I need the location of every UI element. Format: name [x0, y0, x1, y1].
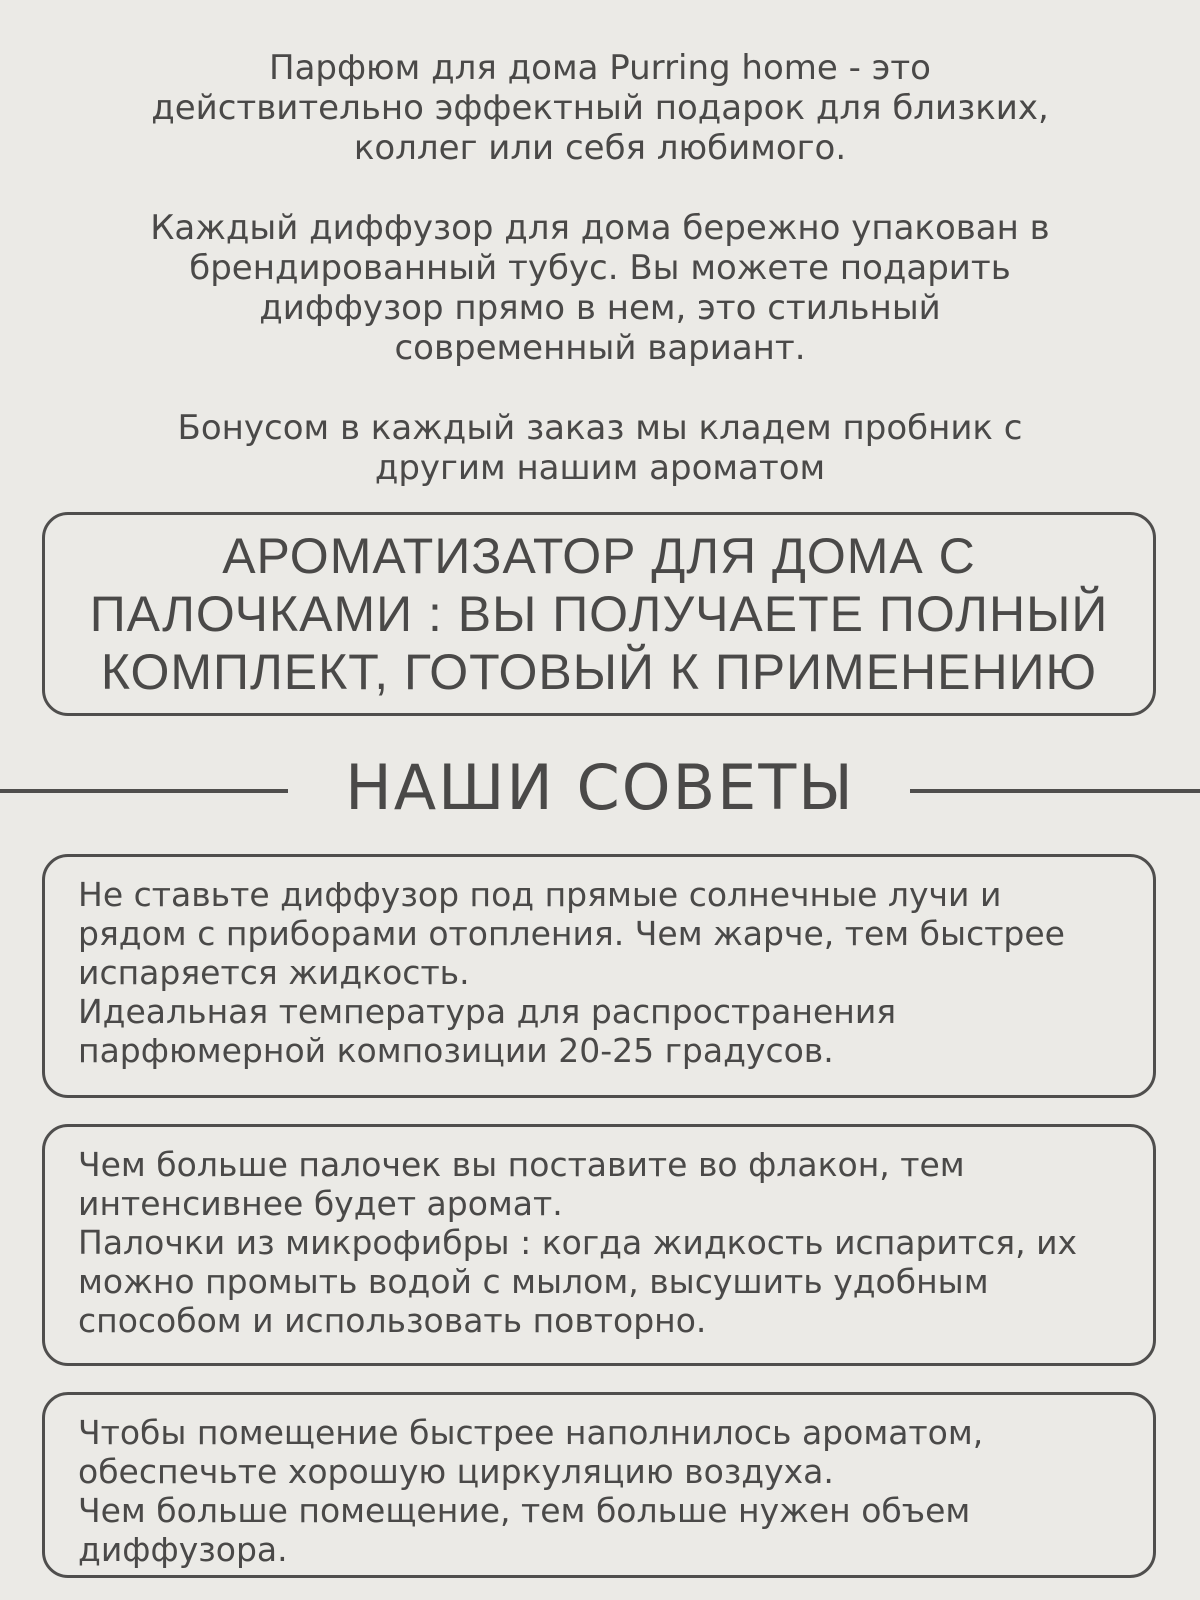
title-divider-right [910, 789, 1200, 793]
tip-card-circulation [42, 1392, 1156, 1578]
title-divider-left [0, 789, 288, 793]
tip-text: Чем больше палочек вы поставите во флакон, тем интенсивнее будет аромат. Палочки из микрофибры : когда жидкость испарится, их можно промыть водой с мылом, высушить удобным способом и использовать повторно. [78, 1145, 1078, 1340]
tip-text: Чтобы помещение быстрее наполнилось ароматом, обеспечьте хорошую циркуляцию воздуха. Чем больше помещение, тем больше нужен объем диффузора. [78, 1413, 984, 1569]
tip-text: Не ставьте диффузор под прямые солнечные лучи и рядом с приборами отопления. Чем жарче, тем быстрее испаряется жидкость. Идеальная температура для распространения парфюмерной композиции 20-25 градусов. [78, 875, 1065, 1070]
advice-section-title: НАШИ СОВЕТЫ [345, 751, 855, 824]
kit-banner [42, 512, 1156, 716]
tip-card-sunlight [42, 854, 1156, 1098]
intro-paragraph-bonus: Бонусом в каждый заказ мы кладем пробник с другим нашим ароматом [177, 408, 1023, 488]
tip-card-sticks [42, 1124, 1156, 1366]
intro-text [80, 48, 1120, 488]
intro-paragraph-gift: Парфюм для дома Purring home - это действительно эффектный подарок для близких, коллег или себя любимого. [151, 48, 1049, 168]
kit-banner-text: АРОМАТИЗАТОР ДЛЯ ДОМА С ПАЛОЧКАМИ : ВЫ ПОЛУЧАЕТЕ ПОЛНЫЙ КОМПЛЕКТ, ГОТОВЫЙ К ПРИМЕНЕНИЮ [89, 528, 1109, 700]
intro-paragraph-packaging: Каждый диффузор для дома бережно упакован в брендированный тубус. Вы можете подарить диффузор прямо в нем, это стильный современный вариант. [150, 208, 1050, 368]
